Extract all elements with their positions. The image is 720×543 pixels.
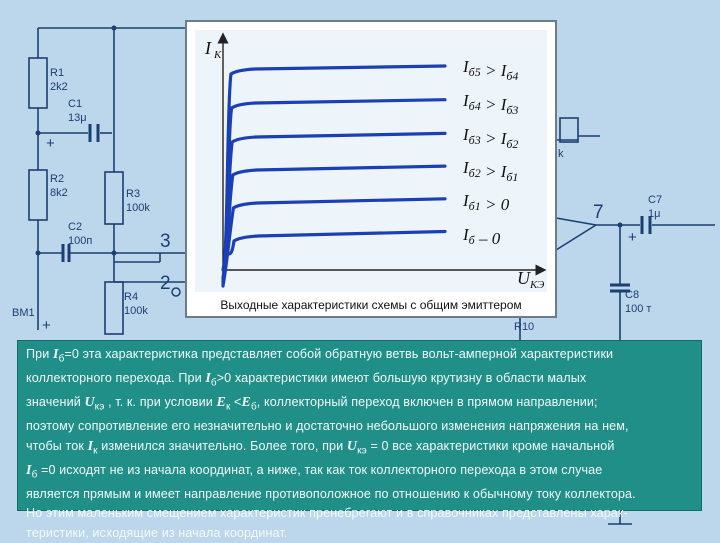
text-fragment: коллекторного перехода. При: [26, 371, 206, 386]
node-2-label: 2: [160, 273, 171, 294]
variable-subscript: к: [225, 401, 231, 413]
c7-value: 1μ: [648, 208, 661, 220]
resistor-r4: [105, 282, 123, 334]
variable-symbol: E: [216, 395, 226, 411]
characteristic-curve: [223, 199, 445, 286]
text-fragment: = 0 все характеристики кроме начальной: [366, 438, 615, 453]
x-axis-subscript: КЭ: [530, 279, 545, 291]
r3-label: R3: [126, 188, 141, 200]
curve-label: $I_б - 0$: [463, 225, 501, 248]
c7-plus-sign: +: [628, 229, 637, 246]
x-axis-symbol: U: [517, 268, 530, 288]
characteristic-curve: [223, 232, 445, 271]
bm1-plus-sign: +: [42, 317, 51, 334]
opamp-edge: [556, 218, 596, 225]
curve-label: $I_{б3} > I_{б2}$: [463, 125, 519, 151]
node-3-label: 3: [160, 231, 171, 252]
explanation-text-box: [17, 340, 702, 540]
text-fragment: =0 эта характеристика представляет собой обратную ветвь вольт-амперной характеристики: [64, 347, 614, 361]
variable-symbol: I: [53, 347, 59, 362]
variable-subscript: кэ: [94, 401, 105, 413]
text-fragment: , т. к. при условии: [104, 395, 217, 410]
text-fragment: При: [26, 347, 53, 361]
c2-value: 100п: [68, 235, 93, 247]
resistor-r2: [29, 170, 47, 220]
text-fragment: =0 исходят не из начала координат, а ниже, так как ток коллекторного перехода в этом случае: [37, 462, 603, 477]
junction-dot: [112, 26, 117, 31]
c1-plus-sign: +: [46, 135, 55, 152]
variable-subscript: кэ: [357, 445, 367, 457]
node-7-label: 7: [593, 202, 604, 223]
variable-symbol: E: [241, 395, 251, 411]
r4-label: R4: [124, 291, 139, 303]
c7-label: C7: [648, 194, 663, 206]
text-fragment: теристики, исходящие из начала координат.: [26, 525, 288, 540]
y-axis-symbol: I: [205, 38, 211, 58]
c8-label: C8: [625, 289, 640, 301]
junction-dot: [618, 223, 623, 228]
junction-dot: [36, 131, 41, 136]
r1-label: R1: [50, 67, 65, 79]
variable-symbol: U: [346, 438, 358, 454]
figure-panel: [185, 20, 557, 318]
variable-symbol: I: [205, 371, 211, 387]
resistor-fragment: [560, 118, 578, 142]
variable-subscript: б: [58, 353, 65, 365]
terminal-circle: [172, 288, 180, 296]
text-fragment: , коллекторный переход включен в прямом направлении;: [256, 395, 598, 410]
characteristic-curve: [223, 100, 445, 280]
r1-value: 2k2: [50, 81, 68, 93]
junction-dot: [36, 251, 41, 256]
characteristic-curve: [223, 166, 445, 284]
figure-caption: Выходные характеристики схемы с общим эмиттером: [220, 298, 522, 312]
r2-value: 8k2: [50, 187, 68, 199]
characteristic-curve: [223, 133, 445, 282]
resistor-r1: [29, 58, 47, 108]
c8-value: 100 т: [625, 303, 652, 315]
text-fragment: является прямым и имеет направление противоположное по отношению к обычному току коллектора.: [26, 486, 636, 501]
opamp-edge: [556, 225, 596, 250]
junction-dot: [112, 251, 117, 256]
bm1-label: BM1: [12, 307, 35, 319]
curve-label-group: [462, 57, 518, 248]
r10-label: R10: [514, 321, 535, 333]
text-fragment: Но этим маленьким смещением характеристик пренебрегают и в справочниках представлены харак-: [26, 506, 628, 521]
text-fragment: >0 характеристики имеют большую крутизну в области малых: [216, 371, 587, 386]
c2-label: C2: [68, 221, 83, 233]
text-fragment: изменился значительно. Более того, при: [97, 438, 347, 453]
variable-subscript: б: [210, 377, 217, 389]
c1-value: 13μ: [68, 112, 87, 124]
variable-symbol: I: [87, 438, 94, 454]
characteristics-chart: [195, 30, 547, 292]
r3-value: 100k: [126, 202, 150, 214]
r4-value: 100k: [124, 305, 148, 317]
curve-label: $I_{б4} > I_{б3}$: [463, 91, 519, 117]
characteristic-curve: [223, 66, 445, 278]
curve-label: $I_{б5} > I_{б4}$: [463, 57, 519, 83]
variable-subscript: б: [31, 469, 38, 481]
characteristics-plot: [195, 30, 547, 292]
variable-symbol: I: [26, 462, 32, 478]
variable-symbol: U: [84, 395, 95, 411]
resistor-r3: [105, 172, 123, 224]
text-fragment: значений: [26, 395, 85, 410]
text-fragment: <: [230, 395, 242, 410]
text-fragment: чтобы ток: [26, 438, 88, 453]
k-fragment-label: k: [558, 148, 564, 160]
curve-group: [223, 66, 445, 286]
text-fragment: поэтому сопротивление его незначительно и достаточно небольшого изменения напряжения на нем,: [26, 419, 629, 434]
explanation-paragraph: [18, 341, 701, 543]
curve-label: $I_{б1} > 0$: [463, 191, 510, 214]
y-axis-subscript: К: [214, 49, 222, 61]
curve-label: $I_{б2} > I_{б1}$: [463, 158, 519, 184]
r2-label: R2: [50, 173, 65, 185]
variable-subscript: б: [250, 401, 257, 413]
c1-label: C1: [68, 98, 83, 110]
variable-subscript: к: [93, 445, 98, 457]
